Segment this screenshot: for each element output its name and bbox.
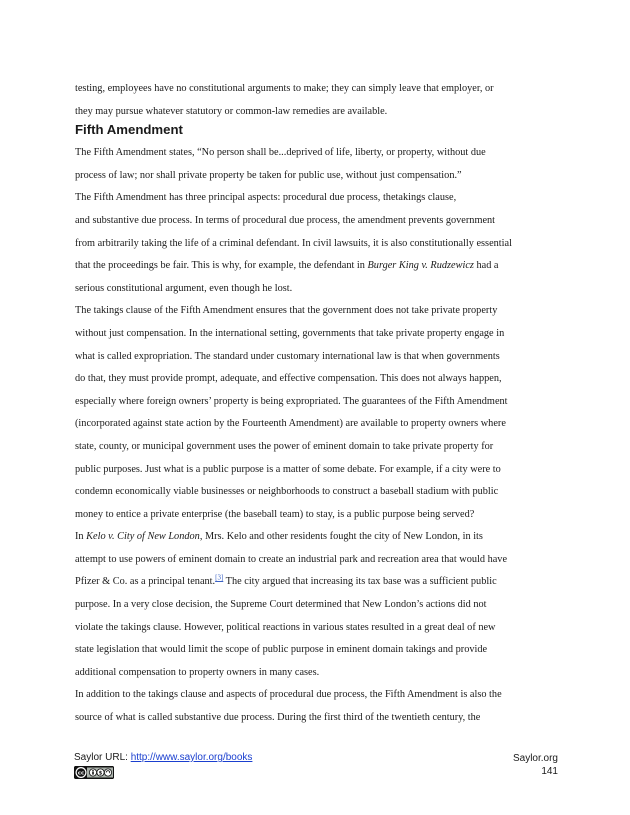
line-text: that the proceedings be fair. This is why, for example, the defendant in: [75, 260, 368, 272]
paragraph-line: [75, 662, 559, 685]
paragraph-line: [75, 187, 559, 210]
paragraph-line: [75, 368, 559, 391]
page-number: 141: [541, 766, 558, 777]
line-text: attempt to use powers of eminent domain to create an industrial park and recreation area that would have: [75, 553, 508, 565]
footer-right: [513, 752, 558, 778]
paragraph-line: [75, 165, 559, 188]
footnote-link[interactable]: [3]: [215, 574, 224, 583]
paragraph-line: [75, 436, 559, 459]
paragraph-line: [75, 346, 559, 369]
paragraph-line: [75, 684, 559, 707]
line-text: without just compensation. In the international setting, governments that take private property engage in: [75, 327, 505, 339]
footer-site-name: Saylor.org: [512, 753, 558, 764]
line-text: Pfizer & Co. as a principal tenant.: [75, 576, 216, 588]
creative-commons-license-icon: [74, 766, 114, 779]
line-text: source of what is called substantive due process. During the first third of the twentieth century, the: [75, 712, 481, 724]
line-text: The takings clause of the Fifth Amendment ensures that the government does not take private property: [75, 305, 498, 317]
section-heading: Fifth Amendment: [75, 122, 183, 138]
paragraph-line: [75, 210, 559, 233]
line-text: The Fifth Amendment states, “No person shall be...deprived of life, liberty, or property, without due: [75, 147, 486, 159]
line-text: state, county, or municipal government uses the power of eminent domain to take private property for: [75, 440, 494, 452]
line-text: , Mrs. Kelo and other residents fought the city of New London, in its: [199, 531, 483, 543]
paragraph-line: [75, 707, 559, 730]
line-text: state legislation that would limit the scope of public purpose in eminent domain takings and provide: [75, 644, 488, 656]
line-text: testing, employees have no constitutional arguments to make; they can simply leave that employer, or: [75, 83, 494, 94]
case-name: Burger King v. Rudzewicz: [367, 260, 474, 272]
paragraph-line: [75, 78, 559, 101]
paragraph-line: [75, 278, 559, 301]
paragraph-line: [75, 142, 559, 165]
paragraph-line: [75, 571, 559, 594]
line-text: violate the takings clause. However, political reactions in various states resulted in a great deal of new: [75, 621, 496, 633]
paragraph-line: [75, 549, 559, 572]
svg-text:$: $: [98, 770, 103, 777]
line-text: had a: [473, 260, 499, 272]
paragraph-line: [75, 526, 559, 549]
footer-url-line: [74, 752, 252, 763]
paragraph-line: [75, 391, 559, 414]
line-text: (incorporated against state action by the Fourteenth Amendment) are available to property owners where: [75, 418, 506, 430]
line-text: condemn economically viable businesses or neighborhoods to construct a baseball stadium with public: [75, 486, 499, 498]
paragraph-line: [75, 504, 559, 527]
paragraph-line: [75, 594, 559, 617]
paragraph-line: [75, 459, 559, 482]
paragraph-line: [75, 233, 559, 256]
line-text: serious constitutional argument, even though he lost.: [75, 282, 293, 294]
line-text: In: [75, 531, 87, 543]
body-text: [75, 78, 559, 730]
line-text: additional compensation to property owners in many cases.: [75, 666, 320, 678]
line-text: The Fifth Amendment has three principal aspects: procedural due process, thetakings clause,: [75, 192, 457, 204]
paragraph-line: [75, 481, 559, 504]
case-name: Kelo v. City of New London: [86, 531, 200, 543]
saylor-books-link[interactable]: http://www.saylor.org/books: [130, 752, 253, 763]
line-text: what is called expropriation. The standard under customary international law is that when governments: [75, 350, 500, 362]
line-text: they may pursue whatever statutory or common-law remedies are available.: [75, 105, 388, 117]
line-text: In addition to the takings clause and aspects of procedural due process, the Fifth Amendment is also the: [75, 689, 502, 701]
cc-license-graphic: [74, 766, 114, 779]
paragraph-line: [75, 617, 559, 640]
line-text: do that, they must provide prompt, adequate, and effective compensation. This does not always happen,: [75, 373, 502, 385]
paragraph-line: [75, 300, 559, 323]
paragraph-line: [75, 255, 559, 278]
line-text: especially where foreign owners’ property is being expropriated. The guarantees of the Fifth Amendment: [75, 395, 508, 407]
svg-text:cc: cc: [77, 770, 85, 777]
line-text: and substantive due process. In terms of procedural due process, the amendment prevents government: [75, 214, 496, 226]
paragraph-line: [75, 413, 559, 436]
paragraph-line: [75, 323, 559, 346]
line-text: The city argued that increasing its tax base was a sufficient public: [223, 576, 497, 588]
footer-url-label: Saylor URL:: [74, 752, 131, 763]
line-text: process of law; nor shall private property be taken for public use, without just compensation.”: [75, 169, 462, 181]
paragraph-line: [75, 639, 559, 662]
line-text: public purposes. Just what is a public purpose is a matter of some debate. For example, if a city were to: [75, 463, 501, 475]
line-text: purpose. In a very close decision, the Supreme Court determined that New London’s actions did not: [75, 599, 487, 611]
line-text: from arbitrarily taking the life of a criminal defendant. In civil lawsuits, it is also constitutionally essential: [75, 237, 512, 249]
line-text: money to entice a private enterprise (the baseball team) to stay, is a public purpose being served?: [75, 508, 475, 520]
